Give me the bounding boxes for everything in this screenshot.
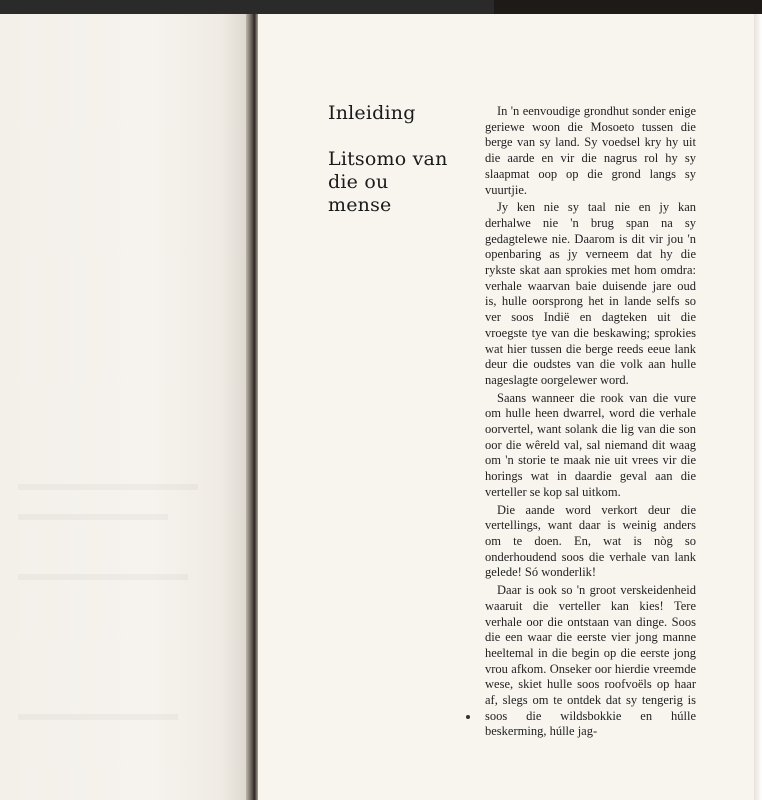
chapter-heading: Inleiding [328, 102, 416, 124]
bleed-through-mark [18, 574, 188, 580]
bleed-through-mark [18, 514, 168, 520]
book-top-edge [0, 0, 762, 14]
left-page [0, 14, 252, 800]
bleed-through-mark [18, 714, 178, 720]
paragraph: Jy ken nie sy taal nie en jy kan derhalwe nie 'n brug span na sy gedagtelewe nie. Daarom is dit vir jou 'n openbaring as jy verneem dat hy die rykste skat aan sprokies met hom omdra: verhale waarvan baie duisende jare oud is, hulle oorsprong het in lande selfs so ver soos Indië en dagteken uit die vroegste tye van die beskawing; sprokies wat hier tussen die berge reeds eeue lank deur die oudstes van die volk aan hulle nageslagte oorgelewer word. [485, 200, 696, 387]
paragraph: In 'n eenvoudige grondhut sonder enige geriewe woon die Mosoeto tussen die berge van sy land. Sy voedsel kry hy uit die aarde en vir die nagrus rol hy sy slaapmat oop op die grond langs sy vuurtjie. [485, 104, 696, 197]
paragraph: Saans wanneer die rook van die vure om hulle heen dwarrel, word die verhale oorvertel, want solank die lig van die son oor die wêreld val, sal niemand dit waag om 'n storie te maak nie uit vrees vir die horings wat in daardie geval aan die verteller se kop sal uitkom. [485, 390, 696, 499]
bleed-through-mark [18, 484, 198, 490]
ink-mark [466, 715, 470, 719]
paragraph: Die aande word verkort deur die vertellings, want daar is weinig anders om te doen. En, wat is nòg so onderhoudend soos die verhale van lank gelede! Só wonderlik! [485, 502, 696, 580]
body-text [485, 104, 696, 740]
paragraph: Daar is ook so 'n groot verskeidenheid waaruit die verteller kan kies! Tere verhale oor die ontstaan van dinge. Soos die een waar die eerste vier jong manne heeltemal in die begin op die eerste jong vrou afkom. Onseker oor hierdie vreemde wese, skiet hulle soos roofvoëls op haar af, slegs om te ontdek dat sy tengerig is soos die wildsbokkie en húlle beskerming, húlle jag- [485, 583, 696, 739]
page-edge [754, 14, 762, 800]
chapter-subheading: Litsomo van die ou mense [328, 148, 448, 216]
book-top-edge-dark [494, 0, 762, 14]
